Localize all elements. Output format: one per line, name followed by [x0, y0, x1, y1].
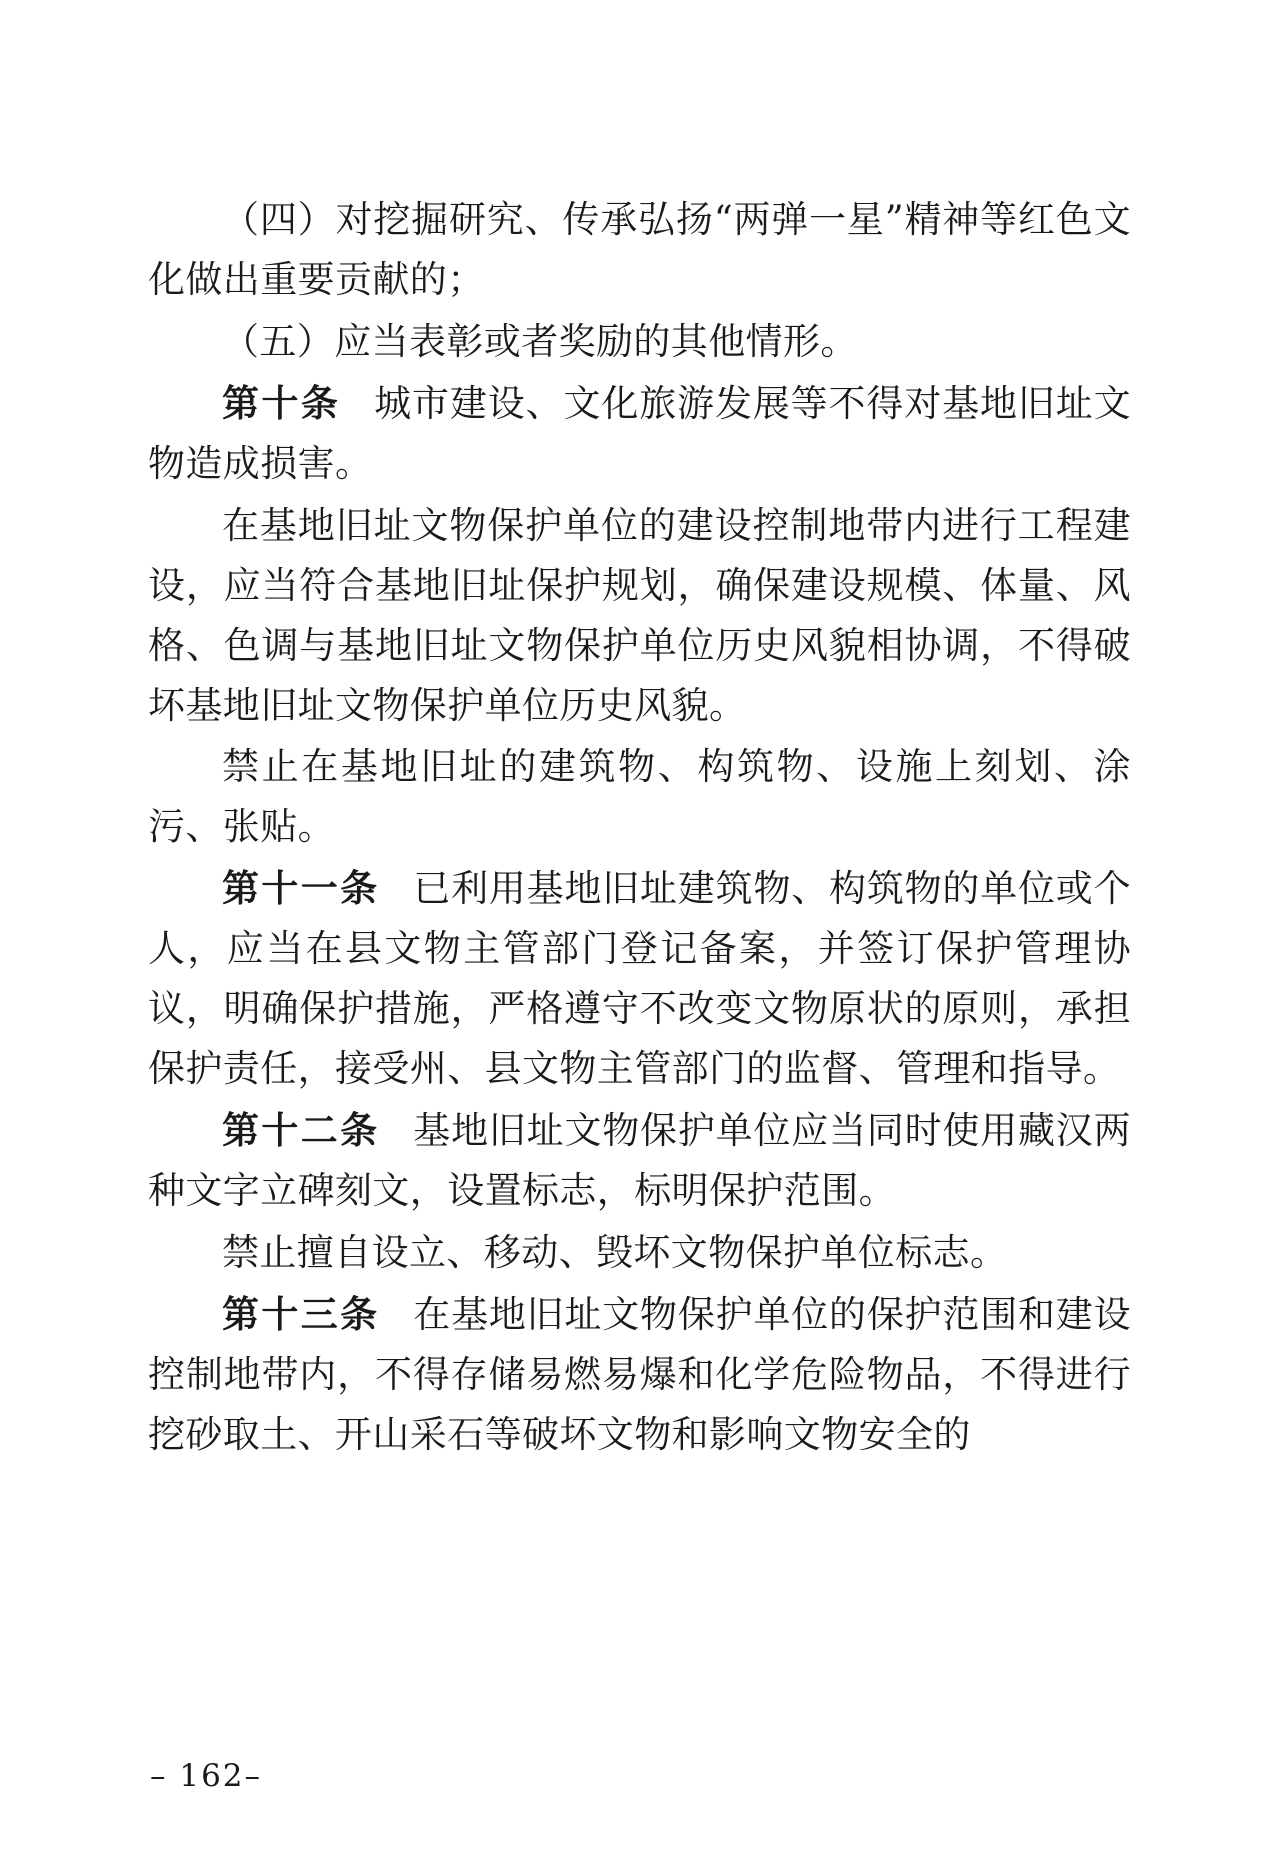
paragraph-text: 禁止在基地旧址的建筑物、构筑物、设施上刻划、涂污、张贴。: [148, 745, 1131, 849]
article-label-13: 第十三条: [222, 1291, 380, 1336]
paragraph-text: 基地旧址文物保护单位应当同时使用藏汉两种文字立碑刻文，设置标志，标明保护范围。: [148, 1109, 1132, 1212]
article-label-11: 第十一条: [222, 866, 380, 911]
paragraph-item-four: [148, 190, 1131, 310]
paragraph-text: 在基地旧址文物保护单位的保护范围和建设控制地带内，不得存储易燃易爆和化学危险物品，不得进行挖砂取土、开山采石等破坏文物和影响文物安全的: [148, 1292, 1132, 1456]
paragraph-text: 已利用基地旧址建筑物、构筑物的单位或个人，应当在县文物主管部门登记备案，并签订保护管理协议，明确保护措施，严格遵守不改变文物原状的原则，承担保护责任，接受州、县文物主管部门的监督、管理和指导。: [148, 867, 1132, 1091]
paragraph-article-13: [148, 1285, 1131, 1465]
paragraph-text: 禁止擅自设立、移动、毁坏文物保护单位标志。: [222, 1230, 1008, 1274]
paragraph-text: （五）应当表彰或者奖励的其他情形。: [222, 319, 858, 363]
article-label-10: 第十条: [222, 380, 341, 425]
document-body: [148, 190, 1131, 1465]
paragraph-article-12-second: [148, 1223, 1131, 1283]
page-number: – 162–: [150, 1758, 263, 1794]
paragraph-article-10-first: [148, 374, 1131, 494]
paragraph-item-five: [148, 312, 1131, 372]
paragraph-article-10-second: [148, 496, 1131, 736]
paragraph-text: （四）对挖掘研究、传承弘扬“两弹一星”精神等红色文化做出重要贡献的；: [148, 198, 1131, 301]
article-label-12: 第十二条: [222, 1108, 380, 1153]
paragraph-text: 城市建设、文化旅游发展等不得对基地旧址文物造成损害。: [148, 381, 1132, 485]
paragraph-article-11: [148, 859, 1131, 1099]
paragraph-article-12-first: [148, 1101, 1131, 1221]
paragraph-text: 在基地旧址文物保护单位的建设控制地带内进行工程建设，应当符合基地旧址保护规划，确保建设规模、体量、风格、色调与基地旧址文物保护单位历史风貌相协调，不得破坏基地旧址文物保护单位历史风貌。: [148, 503, 1131, 727]
paragraph-article-10-third: [148, 737, 1131, 857]
